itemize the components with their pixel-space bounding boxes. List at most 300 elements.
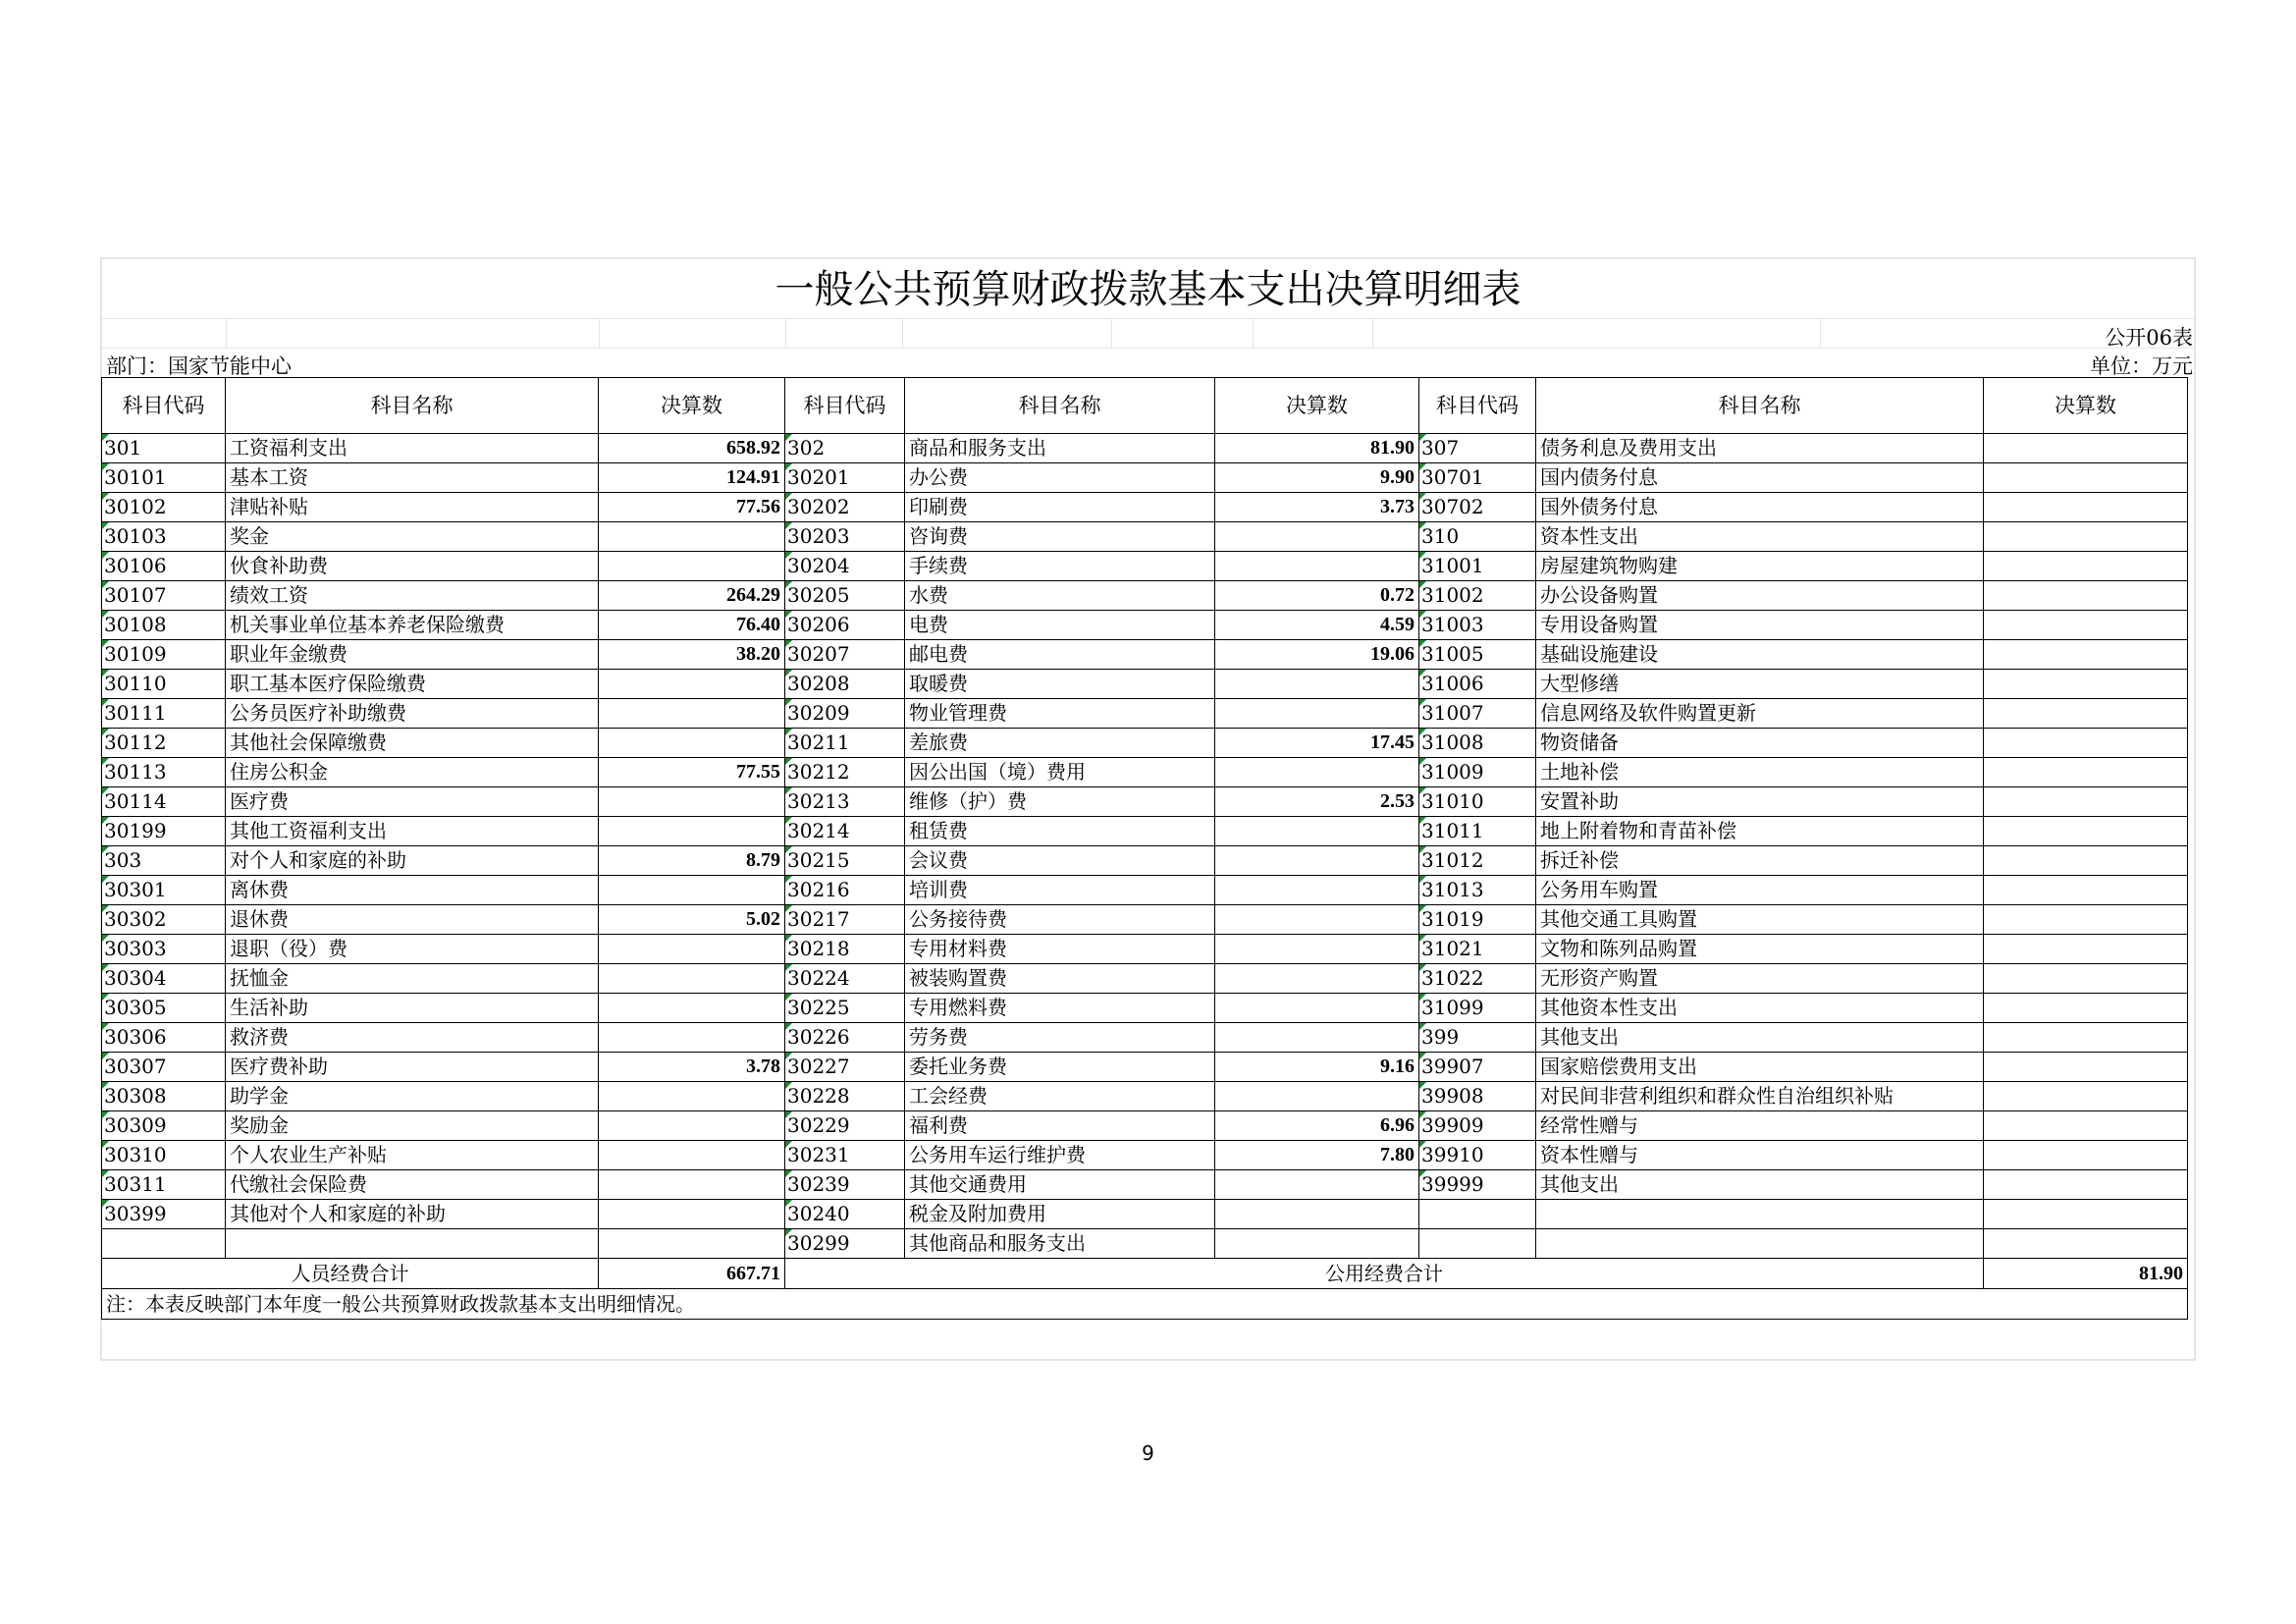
- cell-value-1: [599, 1229, 785, 1259]
- cell-value-3: [1984, 1053, 2188, 1082]
- table-row: [102, 905, 2188, 935]
- cell-value-2: 19.06: [1215, 640, 1419, 670]
- cell-name-3: [1536, 1229, 1984, 1259]
- cell-code-3: 31003: [1419, 611, 1536, 640]
- cell-value-2: [1215, 552, 1419, 581]
- table-row: [102, 463, 2188, 493]
- cell-value-2: [1215, 1229, 1419, 1259]
- table-row: [102, 640, 2188, 670]
- cell-name-2: 委托业务费: [905, 1053, 1215, 1082]
- cell-value-1: [599, 1023, 785, 1053]
- cell-code-3: 31019: [1419, 905, 1536, 935]
- cell-value-3: [1984, 552, 2188, 581]
- cell-name-3: [1536, 1200, 1984, 1229]
- cell-code-1: 30199: [102, 817, 226, 846]
- cell-name-3: 物资储备: [1536, 729, 1984, 758]
- cell-code-3: 31099: [1419, 994, 1536, 1023]
- cell-code-3: [1419, 1229, 1536, 1259]
- cell-name-3: 地上附着物和青苗补偿: [1536, 817, 1984, 846]
- cell-code-3: 39999: [1419, 1170, 1536, 1200]
- cell-code-1: 30107: [102, 581, 226, 611]
- cell-name-3: 无形资产购置: [1536, 964, 1984, 994]
- cell-name-1: 基本工资: [226, 463, 599, 493]
- cell-code-1: 30307: [102, 1053, 226, 1082]
- cell-value-1: 38.20: [599, 640, 785, 670]
- cell-value-1: 8.79: [599, 846, 785, 876]
- cell-code-3: 31010: [1419, 787, 1536, 817]
- public-total-label: 公用经费合计: [785, 1259, 1984, 1289]
- cell-value-3: [1984, 699, 2188, 729]
- cell-value-2: 4.59: [1215, 611, 1419, 640]
- cell-value-1: [599, 994, 785, 1023]
- table-row: [102, 964, 2188, 994]
- cell-code-2: 30203: [785, 522, 905, 552]
- cell-name-2: 手续费: [905, 552, 1215, 581]
- cell-name-1: 职业年金缴费: [226, 640, 599, 670]
- cell-value-3: [1984, 729, 2188, 758]
- cell-value-3: [1984, 846, 2188, 876]
- personnel-total-value: 667.71: [599, 1259, 785, 1289]
- cell-value-3: [1984, 1200, 2188, 1229]
- cell-name-2: 专用燃料费: [905, 994, 1215, 1023]
- cell-code-3: 31007: [1419, 699, 1536, 729]
- cell-name-2: 其他交通费用: [905, 1170, 1215, 1200]
- cell-name-3: 国家赔偿费用支出: [1536, 1053, 1984, 1082]
- cell-name-3: 其他资本性支出: [1536, 994, 1984, 1023]
- cell-value-2: [1215, 522, 1419, 552]
- header-value-2: 决算数: [1215, 378, 1419, 434]
- cell-code-1: 30301: [102, 876, 226, 905]
- cell-code-3: 310: [1419, 522, 1536, 552]
- cell-value-3: [1984, 787, 2188, 817]
- cell-code-2: 30209: [785, 699, 905, 729]
- cell-value-3: [1984, 463, 2188, 493]
- note-row: [102, 1289, 2188, 1320]
- cell-code-3: 31021: [1419, 935, 1536, 964]
- cell-name-3: 文物和陈列品购置: [1536, 935, 1984, 964]
- cell-value-1: [599, 1111, 785, 1141]
- cell-code-3: 30701: [1419, 463, 1536, 493]
- cell-name-1: 公务员医疗补助缴费: [226, 699, 599, 729]
- cell-value-1: [599, 1200, 785, 1229]
- cell-code-3: 31011: [1419, 817, 1536, 846]
- cell-value-2: 9.90: [1215, 463, 1419, 493]
- cell-name-3: 大型修缮: [1536, 670, 1984, 699]
- cell-code-1: 30311: [102, 1170, 226, 1200]
- cell-value-2: [1215, 964, 1419, 994]
- unit-label: 单位：万元: [2090, 354, 2193, 378]
- cell-name-1: 对个人和家庭的补助: [226, 846, 599, 876]
- table-row: [102, 1023, 2188, 1053]
- cell-value-3: [1984, 1111, 2188, 1141]
- cell-value-3: [1984, 817, 2188, 846]
- cell-value-2: 7.80: [1215, 1141, 1419, 1170]
- cell-name-2: 培训费: [905, 876, 1215, 905]
- cell-value-2: 2.53: [1215, 787, 1419, 817]
- cell-code-1: 303: [102, 846, 226, 876]
- cell-name-2: 公务用车运行维护费: [905, 1141, 1215, 1170]
- table-title: 一般公共预算财政拨款基本支出决算明细表: [774, 267, 1522, 312]
- cell-name-1: 退职（役）费: [226, 935, 599, 964]
- cell-value-3: [1984, 1229, 2188, 1259]
- cell-value-3: [1984, 964, 2188, 994]
- cell-name-2: 邮电费: [905, 640, 1215, 670]
- cell-value-1: 77.55: [599, 758, 785, 787]
- cell-value-1: 77.56: [599, 493, 785, 522]
- cell-value-1: [599, 1141, 785, 1170]
- header-code-2: 科目代码: [785, 378, 905, 434]
- cell-code-2: 30239: [785, 1170, 905, 1200]
- cell-value-2: 9.16: [1215, 1053, 1419, 1082]
- cell-code-3: 39907: [1419, 1053, 1536, 1082]
- table-row: [102, 758, 2188, 787]
- cell-code-2: 30207: [785, 640, 905, 670]
- table-row: [102, 787, 2188, 817]
- cell-code-3: 31012: [1419, 846, 1536, 876]
- cell-name-3: 其他支出: [1536, 1170, 1984, 1200]
- cell-value-2: 6.96: [1215, 1111, 1419, 1141]
- table-row: [102, 1141, 2188, 1170]
- table-row: [102, 729, 2188, 758]
- cell-name-1: 机关事业单位基本养老保险缴费: [226, 611, 599, 640]
- cell-name-1: 生活补助: [226, 994, 599, 1023]
- cell-name-1: 其他社会保障缴费: [226, 729, 599, 758]
- table-row: [102, 670, 2188, 699]
- department-label: 部门：国家节能中心: [106, 354, 292, 378]
- cell-name-3: 资本性赠与: [1536, 1141, 1984, 1170]
- cell-value-3: [1984, 1170, 2188, 1200]
- cell-name-2: 取暖费: [905, 670, 1215, 699]
- cell-name-3: 专用设备购置: [1536, 611, 1984, 640]
- cell-value-2: [1215, 699, 1419, 729]
- table-row: [102, 1053, 2188, 1082]
- totals-row: [102, 1259, 2188, 1289]
- cell-name-3: 债务利息及费用支出: [1536, 434, 1984, 463]
- cell-name-2: 水费: [905, 581, 1215, 611]
- cell-value-3: [1984, 611, 2188, 640]
- cell-name-3: 基础设施建设: [1536, 640, 1984, 670]
- cell-value-3: [1984, 1082, 2188, 1111]
- cell-name-1: 助学金: [226, 1082, 599, 1111]
- cell-name-1: 奖励金: [226, 1111, 599, 1141]
- cell-value-1: [599, 817, 785, 846]
- cell-code-1: 30302: [102, 905, 226, 935]
- cell-name-2: 差旅费: [905, 729, 1215, 758]
- cell-code-3: 31006: [1419, 670, 1536, 699]
- table-row: [102, 846, 2188, 876]
- gridline: [102, 348, 2194, 349]
- cell-code-3: [1419, 1200, 1536, 1229]
- cell-name-2: 物业管理费: [905, 699, 1215, 729]
- cell-code-1: [102, 1229, 226, 1259]
- cell-value-2: [1215, 817, 1419, 846]
- cell-name-2: 税金及附加费用: [905, 1200, 1215, 1229]
- cell-value-3: [1984, 493, 2188, 522]
- cell-code-3: 31022: [1419, 964, 1536, 994]
- cell-value-3: [1984, 640, 2188, 670]
- cell-value-3: [1984, 905, 2188, 935]
- cell-name-3: 拆迁补偿: [1536, 846, 1984, 876]
- header-code-1: 科目代码: [102, 378, 226, 434]
- cell-value-1: 3.78: [599, 1053, 785, 1082]
- cell-value-1: [599, 787, 785, 817]
- table-row: [102, 1229, 2188, 1259]
- table-row: [102, 1082, 2188, 1111]
- cell-value-3: [1984, 522, 2188, 552]
- cell-name-2: 维修（护）费: [905, 787, 1215, 817]
- cell-name-1: 医疗费补助: [226, 1053, 599, 1082]
- cell-name-2: 福利费: [905, 1111, 1215, 1141]
- cell-code-2: 30205: [785, 581, 905, 611]
- cell-value-1: [599, 552, 785, 581]
- cell-code-2: 30224: [785, 964, 905, 994]
- cell-code-2: 30228: [785, 1082, 905, 1111]
- cell-value-1: 124.91: [599, 463, 785, 493]
- cell-value-3: [1984, 758, 2188, 787]
- cell-name-1: 抚恤金: [226, 964, 599, 994]
- cell-code-2: 30211: [785, 729, 905, 758]
- cell-code-2: 30202: [785, 493, 905, 522]
- cell-value-1: [599, 1170, 785, 1200]
- cell-code-3: 399: [1419, 1023, 1536, 1053]
- expenditure-table: [101, 377, 2188, 1320]
- cell-value-2: 0.72: [1215, 581, 1419, 611]
- cell-code-1: 30101: [102, 463, 226, 493]
- header-row: [102, 378, 2188, 434]
- cell-code-2: 302: [785, 434, 905, 463]
- cell-code-1: 30108: [102, 611, 226, 640]
- cell-name-3: 经常性赠与: [1536, 1111, 1984, 1141]
- cell-name-3: 公务用车购置: [1536, 876, 1984, 905]
- cell-name-3: 房屋建筑物购建: [1536, 552, 1984, 581]
- header-code-3: 科目代码: [1419, 378, 1536, 434]
- cell-name-2: 电费: [905, 611, 1215, 640]
- cell-code-1: 30309: [102, 1111, 226, 1141]
- cell-code-2: 30225: [785, 994, 905, 1023]
- cell-code-3: 31013: [1419, 876, 1536, 905]
- cell-name-2: 咨询费: [905, 522, 1215, 552]
- cell-code-3: 31005: [1419, 640, 1536, 670]
- table-note: 注：本表反映部门本年度一般公共预算财政拨款基本支出明细情况。: [102, 1289, 2188, 1320]
- cell-code-1: 30103: [102, 522, 226, 552]
- cell-value-1: 658.92: [599, 434, 785, 463]
- cell-code-1: 301: [102, 434, 226, 463]
- cell-value-2: [1215, 1170, 1419, 1200]
- cell-name-1: 津贴补贴: [226, 493, 599, 522]
- header-value-3: 决算数: [1984, 378, 2188, 434]
- cell-code-1: 30304: [102, 964, 226, 994]
- cell-value-2: 17.45: [1215, 729, 1419, 758]
- cell-name-2: 印刷费: [905, 493, 1215, 522]
- cell-value-1: [599, 876, 785, 905]
- cell-value-2: [1215, 846, 1419, 876]
- cell-code-1: 30113: [102, 758, 226, 787]
- table-row: [102, 935, 2188, 964]
- cell-name-3: 信息网络及软件购置更新: [1536, 699, 1984, 729]
- public-total-value: 81.90: [1984, 1259, 2188, 1289]
- cell-value-3: [1984, 876, 2188, 905]
- cell-value-2: [1215, 994, 1419, 1023]
- cell-name-3: 其他支出: [1536, 1023, 1984, 1053]
- table-row: [102, 581, 2188, 611]
- cell-name-2: 劳务费: [905, 1023, 1215, 1053]
- table-row: [102, 522, 2188, 552]
- cell-code-1: 30112: [102, 729, 226, 758]
- cell-name-3: 资本性支出: [1536, 522, 1984, 552]
- cell-name-2: 办公费: [905, 463, 1215, 493]
- cell-code-3: 39908: [1419, 1082, 1536, 1111]
- cell-code-2: 30206: [785, 611, 905, 640]
- cell-code-1: 30308: [102, 1082, 226, 1111]
- cell-code-2: 30216: [785, 876, 905, 905]
- cell-value-1: [599, 935, 785, 964]
- cell-name-1: 离休费: [226, 876, 599, 905]
- table-row: [102, 1111, 2188, 1141]
- header-name-3: 科目名称: [1536, 378, 1984, 434]
- cell-name-1: 奖金: [226, 522, 599, 552]
- cell-name-2: 被装购置费: [905, 964, 1215, 994]
- cell-name-3: 办公设备购置: [1536, 581, 1984, 611]
- cell-name-1: 其他工资福利支出: [226, 817, 599, 846]
- cell-code-2: 30227: [785, 1053, 905, 1082]
- table-row: [102, 699, 2188, 729]
- header-name-2: 科目名称: [905, 378, 1215, 434]
- cell-code-1: 30399: [102, 1200, 226, 1229]
- header-value-1: 决算数: [599, 378, 785, 434]
- cell-name-2: 会议费: [905, 846, 1215, 876]
- table-row: [102, 1200, 2188, 1229]
- cell-value-2: [1215, 935, 1419, 964]
- cell-code-1: 30114: [102, 787, 226, 817]
- cell-code-1: 30102: [102, 493, 226, 522]
- cell-name-3: 土地补偿: [1536, 758, 1984, 787]
- cell-name-1: 个人农业生产补贴: [226, 1141, 599, 1170]
- cell-value-2: [1215, 1023, 1419, 1053]
- cell-code-1: 30305: [102, 994, 226, 1023]
- cell-name-2: 公务接待费: [905, 905, 1215, 935]
- cell-name-2: 商品和服务支出: [905, 434, 1215, 463]
- cell-value-3: [1984, 670, 2188, 699]
- table-row: [102, 994, 2188, 1023]
- cell-code-2: 30240: [785, 1200, 905, 1229]
- cell-code-2: 30231: [785, 1141, 905, 1170]
- cell-code-3: 30702: [1419, 493, 1536, 522]
- cell-value-1: [599, 699, 785, 729]
- cell-code-1: 30303: [102, 935, 226, 964]
- cell-code-3: 31001: [1419, 552, 1536, 581]
- cell-name-1: 伙食补助费: [226, 552, 599, 581]
- cell-code-2: 30213: [785, 787, 905, 817]
- cell-name-1: 工资福利支出: [226, 434, 599, 463]
- cell-code-2: 30215: [785, 846, 905, 876]
- cell-name-3: 国内债务付息: [1536, 463, 1984, 493]
- cell-value-3: [1984, 581, 2188, 611]
- cell-code-2: 30299: [785, 1229, 905, 1259]
- cell-code-2: 30208: [785, 670, 905, 699]
- cell-name-3: 对民间非营利组织和群众性自治组织补贴: [1536, 1082, 1984, 1111]
- cell-name-1: 住房公积金: [226, 758, 599, 787]
- cell-name-1: 其他对个人和家庭的补助: [226, 1200, 599, 1229]
- cell-code-1: 30110: [102, 670, 226, 699]
- cell-value-2: [1215, 1200, 1419, 1229]
- cell-code-2: 30217: [785, 905, 905, 935]
- table-row: [102, 1170, 2188, 1200]
- cell-name-1: 退休费: [226, 905, 599, 935]
- table-row: [102, 493, 2188, 522]
- cell-name-2: 因公出国（境）费用: [905, 758, 1215, 787]
- table-row: [102, 552, 2188, 581]
- cell-name-3: 国外债务付息: [1536, 493, 1984, 522]
- cell-code-1: 30106: [102, 552, 226, 581]
- cell-code-3: 31002: [1419, 581, 1536, 611]
- cell-name-1: 职工基本医疗保险缴费: [226, 670, 599, 699]
- cell-name-3: 安置补助: [1536, 787, 1984, 817]
- personnel-total-label: 人员经费合计: [102, 1259, 599, 1289]
- cell-code-1: 30109: [102, 640, 226, 670]
- cell-code-2: 30226: [785, 1023, 905, 1053]
- cell-code-2: 30201: [785, 463, 905, 493]
- cell-name-1: 医疗费: [226, 787, 599, 817]
- cell-value-1: [599, 729, 785, 758]
- cell-code-2: 30218: [785, 935, 905, 964]
- cell-value-1: [599, 964, 785, 994]
- cell-value-2: [1215, 670, 1419, 699]
- cell-name-1: 救济费: [226, 1023, 599, 1053]
- cell-code-3: 39910: [1419, 1141, 1536, 1170]
- cell-code-2: 30204: [785, 552, 905, 581]
- cell-value-2: [1215, 1082, 1419, 1111]
- cell-value-1: [599, 522, 785, 552]
- cell-code-3: 39909: [1419, 1111, 1536, 1141]
- cell-value-1: [599, 1082, 785, 1111]
- blank-row: [102, 318, 2194, 348]
- cell-code-2: 30229: [785, 1111, 905, 1141]
- cell-value-3: [1984, 1023, 2188, 1053]
- page-number: 9: [1142, 1441, 1154, 1465]
- cell-value-2: [1215, 905, 1419, 935]
- cell-code-1: 30310: [102, 1141, 226, 1170]
- cell-value-3: [1984, 994, 2188, 1023]
- cell-code-2: 30214: [785, 817, 905, 846]
- table-row: [102, 434, 2188, 463]
- cell-name-2: 租赁费: [905, 817, 1215, 846]
- table-row: [102, 817, 2188, 846]
- cell-name-1: [226, 1229, 599, 1259]
- cell-code-3: 31009: [1419, 758, 1536, 787]
- cell-code-3: 31008: [1419, 729, 1536, 758]
- cell-name-2: 其他商品和服务支出: [905, 1229, 1215, 1259]
- cell-code-3: 307: [1419, 434, 1536, 463]
- cell-name-2: 专用材料费: [905, 935, 1215, 964]
- cell-value-3: [1984, 1141, 2188, 1170]
- cell-value-2: 3.73: [1215, 493, 1419, 522]
- cell-value-1: [599, 670, 785, 699]
- cell-name-1: 绩效工资: [226, 581, 599, 611]
- cell-name-2: 工会经费: [905, 1082, 1215, 1111]
- cell-name-3: 其他交通工具购置: [1536, 905, 1984, 935]
- cell-value-1: 264.29: [599, 581, 785, 611]
- table-row: [102, 876, 2188, 905]
- cell-code-1: 30111: [102, 699, 226, 729]
- cell-value-1: 5.02: [599, 905, 785, 935]
- cell-code-2: 30212: [785, 758, 905, 787]
- cell-value-3: [1984, 935, 2188, 964]
- cell-value-2: 81.90: [1215, 434, 1419, 463]
- cell-value-3: [1984, 434, 2188, 463]
- form-number: 公开06表: [2105, 326, 2193, 350]
- header-name-1: 科目名称: [226, 378, 599, 434]
- cell-name-1: 代缴社会保险费: [226, 1170, 599, 1200]
